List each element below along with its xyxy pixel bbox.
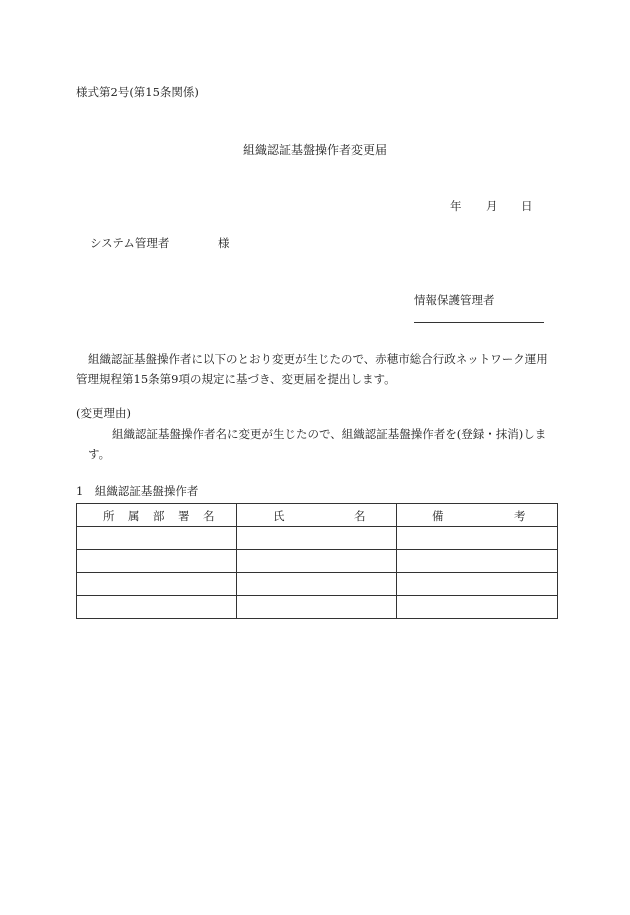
date-year-label: 年	[450, 199, 462, 213]
header-char: 考	[514, 509, 526, 523]
header-char: 備	[432, 509, 444, 523]
operators-table	[76, 503, 558, 619]
table-header-row	[77, 504, 558, 527]
table-cell[interactable]	[77, 573, 237, 596]
table-cell[interactable]	[237, 573, 397, 596]
date-month-label: 月	[486, 199, 498, 213]
table-cell[interactable]	[397, 550, 558, 573]
header-char: 所	[103, 509, 115, 523]
date-day-label: 日	[521, 199, 533, 213]
header-char: 氏	[273, 509, 285, 523]
table-cell[interactable]	[397, 596, 558, 619]
table-cell[interactable]	[77, 527, 237, 550]
table-row	[77, 596, 558, 619]
table-row	[77, 527, 558, 550]
recipient-honorific: 様	[218, 236, 230, 250]
reason-label: (変更理由)	[76, 406, 131, 420]
table-cell[interactable]	[237, 550, 397, 573]
header-char: 部	[153, 509, 165, 523]
header-remarks	[397, 504, 558, 527]
signature-line[interactable]	[414, 322, 544, 323]
page-title: 組織認証基盤操作者変更届	[242, 143, 387, 157]
table-cell[interactable]	[397, 527, 558, 550]
table-cell[interactable]	[237, 527, 397, 550]
body-text: 組織認証基盤操作者に以下のとおり変更が生じたので、赤穂市総合行政ネットワーク運用管理規程第15条第9項の規定に基づき、変更届を提出します。	[76, 352, 548, 386]
header-department	[77, 504, 237, 527]
table-row	[77, 573, 558, 596]
form-number: 様式第2号(第15条関係)	[76, 85, 199, 99]
header-name	[237, 504, 397, 527]
submitter-title: 情報保護管理者	[414, 293, 495, 307]
table-row	[77, 550, 558, 573]
reason-text: 組織認証基盤操作者名に変更が生じたので、組織認証基盤操作者を(登録・抹消)します。	[88, 427, 547, 461]
recipient-name: システム管理者	[90, 236, 170, 250]
header-char: 属	[128, 509, 140, 523]
header-char: 名	[203, 509, 215, 523]
table-cell[interactable]	[77, 596, 237, 619]
header-char: 署	[178, 509, 190, 523]
header-char: 名	[354, 509, 366, 523]
table-cell[interactable]	[77, 550, 237, 573]
table-cell[interactable]	[397, 573, 558, 596]
table-cell[interactable]	[237, 596, 397, 619]
section-heading: 1 組織認証基盤操作者	[76, 484, 199, 498]
